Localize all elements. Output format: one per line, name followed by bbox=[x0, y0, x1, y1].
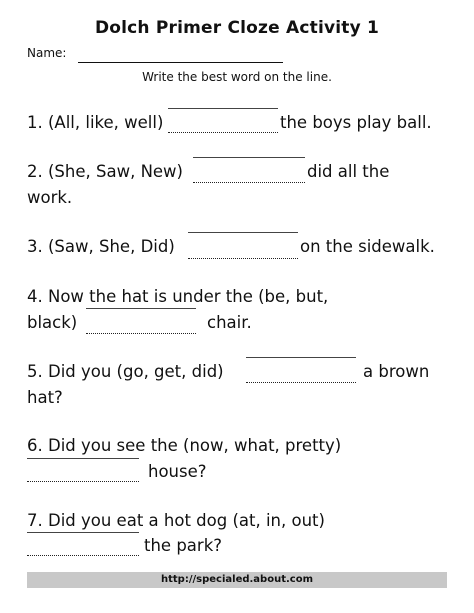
question-3-part-b: on the sidewalk. bbox=[300, 237, 435, 256]
question-1-part-a: 1. (All, like, well) bbox=[27, 113, 164, 132]
question-5-part-c: hat? bbox=[27, 388, 63, 407]
question-3-part-a: 3. (Saw, She, Did) bbox=[27, 237, 175, 256]
answer-blank-5[interactable] bbox=[246, 382, 356, 383]
question-2-part-a: 2. (She, Saw, New) bbox=[27, 162, 183, 181]
name-label: Name: bbox=[27, 46, 67, 60]
question-2-part-b: did all the bbox=[307, 162, 390, 181]
question-6-part-b: house? bbox=[148, 462, 207, 481]
question-5-part-b: a brown bbox=[363, 362, 430, 381]
answer-blank-2[interactable] bbox=[193, 182, 305, 183]
guide-line bbox=[168, 108, 278, 109]
name-field[interactable] bbox=[78, 62, 283, 63]
footer-url[interactable]: http://specialed.about.com bbox=[27, 572, 447, 588]
question-4-part-b: black) bbox=[27, 313, 78, 332]
question-6-part-a: 6. Did you see the (now, what, pretty) bbox=[27, 436, 342, 455]
instructions: Write the best word on the line. bbox=[142, 70, 332, 84]
guide-line bbox=[246, 357, 356, 358]
question-5-part-a: 5. Did you (go, get, did) bbox=[27, 362, 224, 381]
question-7-part-b: the park? bbox=[144, 536, 223, 555]
question-4-part-a: 4. Now the hat is under the (be, but, bbox=[27, 287, 329, 306]
answer-blank-4[interactable] bbox=[86, 333, 196, 334]
question-4-part-c: chair. bbox=[207, 313, 252, 332]
answer-blank-3[interactable] bbox=[188, 258, 298, 259]
question-7-part-a: 7. Did you eat a hot dog (at, in, out) bbox=[27, 511, 325, 530]
answer-blank-6[interactable] bbox=[27, 481, 139, 482]
guide-line bbox=[193, 157, 305, 158]
guide-line bbox=[188, 232, 298, 233]
question-1-part-b: the boys play ball. bbox=[280, 113, 432, 132]
answer-blank-7[interactable] bbox=[27, 555, 139, 556]
question-2-part-c: work. bbox=[27, 188, 73, 207]
answer-blank-1[interactable] bbox=[168, 132, 278, 133]
worksheet-title: Dolch Primer Cloze Activity 1 bbox=[94, 18, 380, 38]
